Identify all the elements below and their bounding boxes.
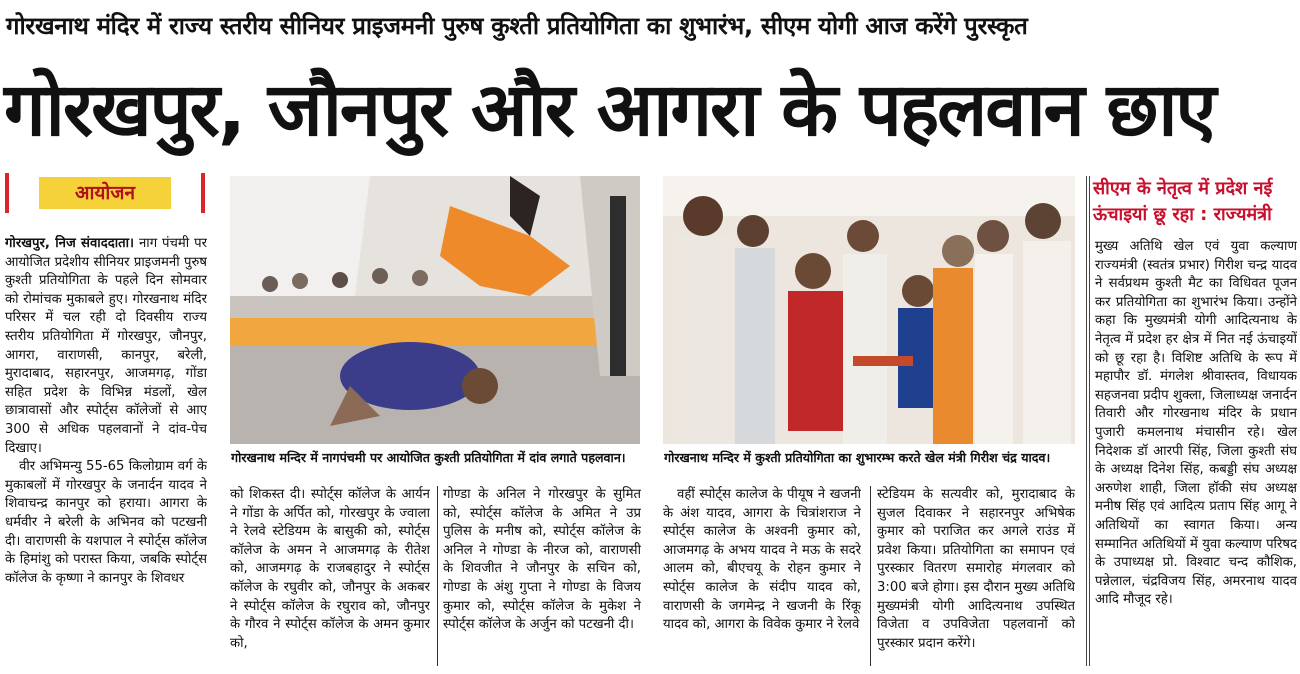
paragraph-2: वीर अभिमन्यु 55-65 किलोग्राम वर्ग के मुकाबलों में गोरखपुर के जनार्दन यादव ने शिवाचन्द्र कानपुर को हराया। आगरा के धर्मवीर ने बरेली के अभिनव को पटखनी दी। वाराणसी के यशपाल ने स्पोर्ट्स कॉलेज के हिमांशु को परास्त किया, जबकि स्पोर्ट्स कॉलेज के कृष्णा ने कानपुर के शिवधर — [5, 459, 207, 586]
kicker-headline: गोरखनाथ मंदिर में राज्य स्तरीय सीनियर प्राइजमनी पुरुष कुश्ती प्रतियोगिता का शुभारंभ, सीएम योगी आज करेंगे पुरस्कृत — [6, 12, 1028, 40]
column-5-text: स्टेडियम के सत्यवीर को, मुरादाबाद के सुजल दिवाकर ने सहारनपुर अभिषेक कुमार को पराजित कर अगले राउंड में प्रवेश किया। प्रतियोगिता का समापन एवं पुरस्कार वितरण समारोह मंगलवार को 3:00 बजे होगा। इस दौरान मुख्य अतिथि मुख्यमंत्री योगी आदित्यनाथ उपस्थित विजेता व उपविजेता पहलवानों को पुरस्कार प्रदान करेंगे। — [877, 487, 1075, 651]
paragraph-1 — [5, 235, 207, 458]
sidebar-headline: सीएम के नेतृत्व में प्रदेश नई ऊंचाइयां छू रहा : राज्यमंत्री — [1093, 178, 1273, 225]
article-column-1 — [5, 235, 207, 670]
column-4-text: वहीं स्पोर्ट्स कालेज के पीयूष ने खजनी के अंश यादव, आगरा के चित्रांशराज ने स्पोर्ट्स कालेज के अश्वनी कुमार को, आजमगढ़ के अभय यादव ने मऊ के सदरे आलम को, बीएचयू के रोहन कुमार ने स्पोर्ट्स कालेज के संदीप यादव को, वाराणसी के जगमेन्द्र ने खजनी के रिंकू यादव को, आगरा के विवेक कुमार ने रेलवे — [663, 487, 861, 633]
sidebar-text: मुख्य अतिथि खेल एवं युवा कल्याण राज्यमंत्री (स्वतंत्र प्रभार) गिरीश चन्द्र यादव ने सर्वप्रथम कुश्ती मैट का विधिवत पूजन कर प्रतियोगिता का शुभारंभ किया। उन्होंने कहा कि मुख्यमंत्री योगी आदित्यनाथ के नेतृत्व में प्रदेश हर क्षेत्र में नित नई ऊंचाइयों को छू रहा है। विशिष्ट अतिथि के रूप में महापौर डॉ. मंगलेश श्रीवास्तव, विधायक सहजनवा प्रदीप शुक्ला, जिलाध्यक्ष जनार्दन तिवारी और गोरखनाथ मंदिर के प्रधान पुजारी कमलनाथ मंचासीन रहे। खेल निदेशक डॉ आरपी सिंह, जिला कुश्ती संघ के अध्यक्ष दिनेश सिंह, कबड्डी संघ अध्यक्ष अरुणेश शाही, जिला हॉकी संघ अध्यक्ष मनीष सिंह एवं आदित्य प्रताप सिंह आगू ने अतिथियों का स्वागत किया। अन्य सम्मानित अतिथियों में युवा कल्याण परिषद के उपाध्यक्ष प्रो. विश्वाट चन्द कौशिक, पन्नेलाल, चंद्रविजय सिंह, अमरनाथ यादव आदि मौजूद रहे। — [1095, 239, 1297, 608]
section-tag — [5, 173, 205, 213]
article-column-4 — [663, 486, 861, 670]
paragraph-1-text: नाग पंचमी पर आयोजित प्रदेशीय सीनियर प्राइजमनी पुरुष कुश्ती प्रतियोगिता के पहले दिन सोमवार को रोमांचक मुकाबले हुए। गोरखनाथ मंदिर परिसर में चल रही दो दिवसीय राज्य स्तरीय प्रतियोगिता में गोरखपुर, जौनपुर, आगरा, वाराणसी, कानपुर, बरेली, मुरादाबाद, सहारनपुर, आजमगढ़, गोंडा सहित प्रदेश के विभिन्न मंडलों, खेल छात्रावासों और स्पोर्ट्स कॉलेजों से आए 300 से अधिक पहलवानों ने दांव-पेच दिखाए। — [5, 236, 207, 456]
article-column-2 — [230, 486, 430, 670]
dateline: गोरखपुर, निज संवाददाता। — [5, 236, 135, 251]
photo-caption-2: गोरखनाथ मन्दिर में कुश्ती प्रतियोगिता का शुभारम्भ करते खेल मंत्री गिरीश चंद्र यादव। — [664, 450, 1051, 465]
sidebar-divider — [1086, 176, 1087, 666]
wrestling-photo — [230, 176, 640, 444]
inauguration-photo-art — [663, 176, 1075, 444]
wrestling-photo-art — [230, 176, 640, 444]
sidebar-divider — [1089, 176, 1090, 666]
column-divider — [870, 486, 871, 666]
column-3-text: गोण्डा के अनिल ने गोरखपुर के सुमित को, स्पोर्ट्स कॉलेज के अमित ने उप्र पुलिस के मनीष को, स्पोर्ट्स कॉलेज के अनिल ने गोण्डा के नीरज को, वाराणसी के शिवजीत ने जौनपुर के सचिन को, गोण्डा के अंशु गुप्ता ने गोण्डा के विजय कुमार को, स्पोर्ट्स कॉलेज के मुकेश ने स्पोर्ट्स कॉलेज के अर्जुन को पटखनी दी। — [443, 487, 641, 633]
article-column-5 — [877, 486, 1075, 670]
main-headline: गोरखपुर, जौनपुर और आगरा के पहलवान छाए — [4, 67, 1215, 153]
sidebar-column — [1095, 238, 1297, 670]
photo-caption-1: गोरखनाथ मन्दिर में नागपंचमी पर आयोजित कुश्ती प्रतियोगिता में दांव लगाते पहलवान। — [231, 450, 626, 465]
inauguration-photo — [663, 176, 1075, 444]
column-divider — [437, 486, 438, 666]
section-tag-label: आयोजन — [39, 177, 171, 209]
column-2-text: को शिकस्त दी। स्पोर्ट्स कॉलेज के आर्यन ने गोंडा के अर्पित को, गोरखपुर के ज्वाला ने रेलवे स्टेडियम के बासुकी को, स्पोर्ट्स कॉलेज के अमन ने आजमगढ़ के रीतेश को, आजमगढ़ के राजबहादुर ने स्पोर्ट्स कॉलेज के रघुवीर को, जौनपुर के अकबर ने स्पोर्ट्स कॉलेज के रघुराव को, जौनपुर के गौरव ने स्पोर्ट्स कॉलेज के अमन कुमार को, — [230, 487, 430, 651]
article-column-3 — [443, 486, 641, 670]
